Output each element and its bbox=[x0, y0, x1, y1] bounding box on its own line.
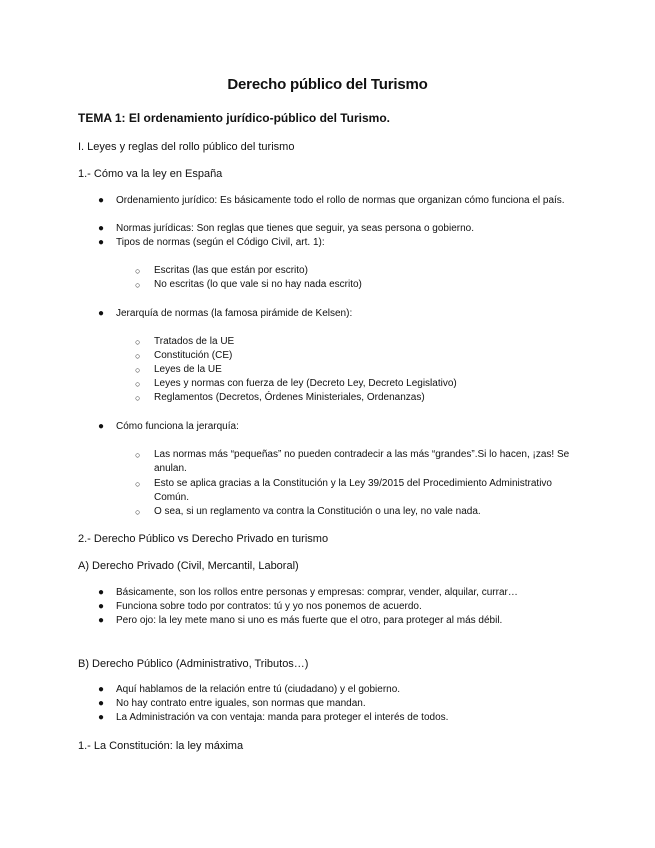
circle-bullet-icon: ○ bbox=[135, 479, 141, 489]
list-item: ○ Reglamentos (Decretos, Órdenes Ministeriales, Ordenanzas) bbox=[135, 392, 425, 403]
bullet-icon: ● bbox=[98, 195, 105, 206]
list-item: ● Ordenamiento jurídico: Es básicamente todo el rollo de normas que organizan cómo funciona el país. bbox=[98, 195, 565, 206]
bullet-icon: ● bbox=[98, 421, 105, 432]
circle-bullet-icon: ○ bbox=[135, 365, 141, 375]
bullet-icon: ● bbox=[98, 712, 105, 723]
circle-bullet-icon: ○ bbox=[135, 351, 141, 361]
bullet-icon: ● bbox=[98, 308, 105, 319]
circle-bullet-icon: ○ bbox=[135, 280, 141, 290]
section-heading-I: I. Leyes y reglas del rollo público del turismo bbox=[78, 141, 295, 153]
circle-bullet-icon: ○ bbox=[135, 393, 141, 403]
bullet-icon: ● bbox=[98, 237, 105, 248]
circle-bullet-icon: ○ bbox=[135, 379, 141, 389]
circle-bullet-icon: ○ bbox=[135, 266, 141, 276]
bullet-icon: ● bbox=[98, 698, 105, 709]
list-item: ● Pero ojo: la ley mete mano si uno es más fuerte que el otro, para proteger al más débil. bbox=[98, 615, 503, 626]
bullet-icon: ● bbox=[98, 587, 105, 598]
subheading-2: 2.- Derecho Público vs Derecho Privado en turismo bbox=[78, 533, 329, 545]
bullet-icon: ● bbox=[98, 615, 105, 626]
list-item: ● Jerarquía de normas (la famosa pirámide de Kelsen): bbox=[98, 308, 353, 319]
list-item: ○ No escritas (lo que vale si no hay nada escrito) bbox=[135, 279, 362, 290]
list-item: ● Básicamente, son los rollos entre personas y empresas: comprar, vender, alquilar, currar… bbox=[98, 587, 518, 598]
list-item: ● No hay contrato entre iguales, son normas que mandan. bbox=[98, 698, 366, 709]
list-item: ● Cómo funciona la jerarquía: bbox=[98, 421, 239, 432]
document-title: Derecho público del Turismo bbox=[227, 76, 428, 93]
list-item: ● La Administración va con ventaja: manda para proteger el interés de todos. bbox=[98, 712, 449, 723]
publico-heading: B) Derecho Público (Administrativo, Tributos…) bbox=[78, 658, 309, 670]
tema-heading: TEMA 1: El ordenamiento jurídico-público del Turismo. bbox=[78, 111, 391, 125]
subheading-1: 1.- Cómo va la ley en España bbox=[78, 168, 223, 180]
list-item: ● Normas jurídicas: Son reglas que tienes que seguir, ya seas persona o gobierno. bbox=[98, 223, 474, 234]
circle-bullet-icon: ○ bbox=[135, 337, 141, 347]
list-item: ● Tipos de normas (según el Código Civil, art. 1): bbox=[98, 237, 325, 248]
list-item: ○ Leyes de la UE bbox=[135, 364, 222, 375]
list-item: ○ Leyes y normas con fuerza de ley (Decreto Ley, Decreto Legislativo) bbox=[135, 378, 457, 389]
list-item: ● Funciona sobre todo por contratos: tú y yo nos ponemos de acuerdo. bbox=[98, 601, 422, 612]
bullet-icon: ● bbox=[98, 223, 105, 234]
circle-bullet-icon: ○ bbox=[135, 450, 141, 460]
list-item: ○ Las normas más “pequeñas” no pueden contradecir a las más “grandes”.Si lo hacen, ¡zas! Se anulan. bbox=[135, 449, 570, 474]
privado-heading: A) Derecho Privado (Civil, Mercantil, Laboral) bbox=[78, 560, 299, 572]
list-item: ○ Constitución (CE) bbox=[135, 350, 233, 361]
list-item: ○ Tratados de la UE bbox=[135, 336, 235, 347]
list-item: ● Aquí hablamos de la relación entre tú (ciudadano) y el gobierno. bbox=[98, 684, 401, 695]
circle-bullet-icon: ○ bbox=[135, 507, 141, 517]
bullet-icon: ● bbox=[98, 684, 105, 695]
bullet-icon: ● bbox=[98, 601, 105, 612]
subheading-constitucion: 1.- La Constitución: la ley máxima bbox=[78, 740, 244, 752]
list-item: ○ Esto se aplica gracias a la Constitución y la Ley 39/2015 del Procedimiento Administrativo Común. bbox=[135, 478, 552, 503]
list-item: ○ O sea, si un reglamento va contra la Constitución o una ley, no vale nada. bbox=[135, 506, 481, 517]
list-item: ○ Escritas (las que están por escrito) bbox=[135, 265, 308, 276]
